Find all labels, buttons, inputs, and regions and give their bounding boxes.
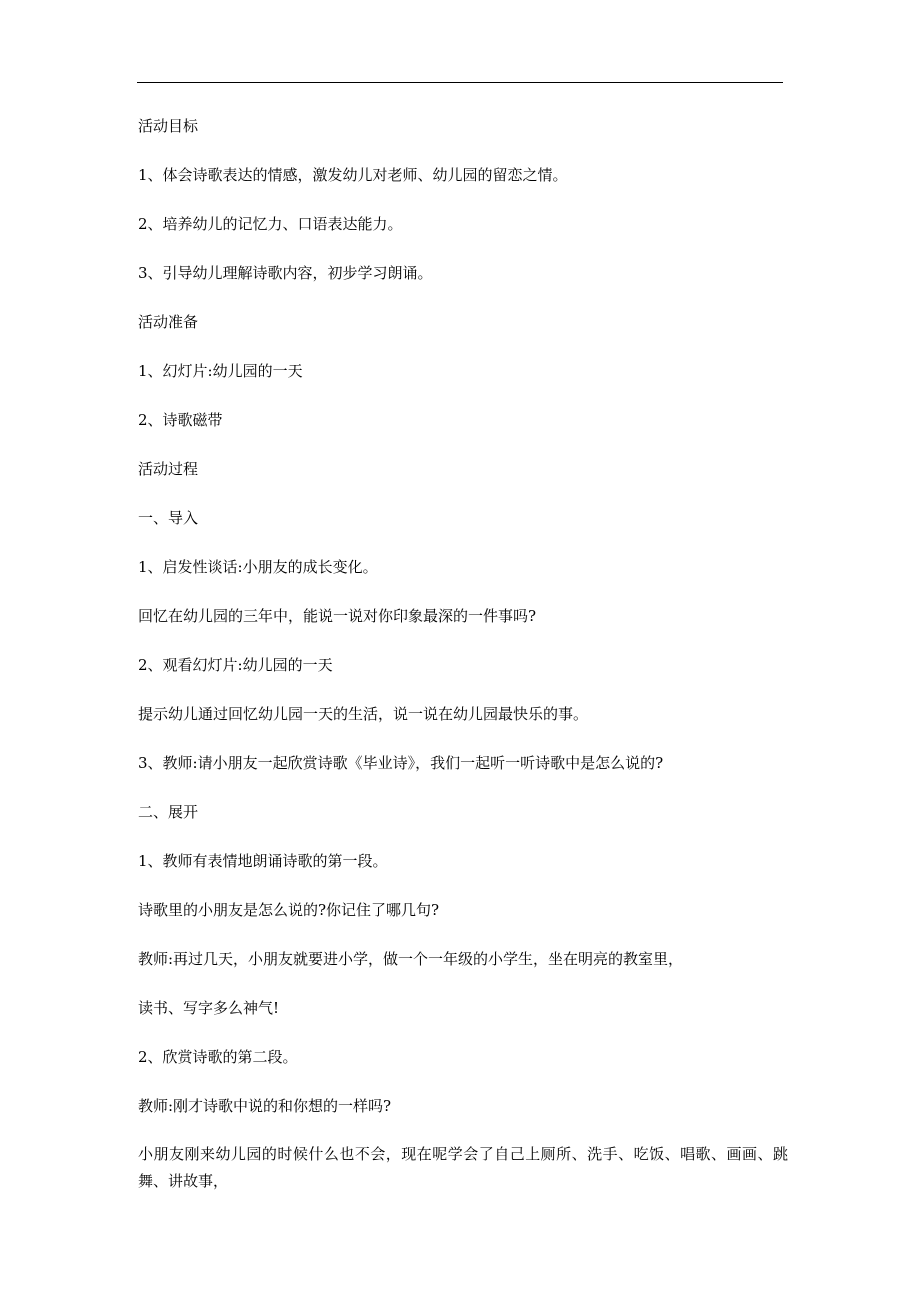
document-body	[138, 116, 788, 1195]
section-heading: 活动过程	[138, 460, 199, 478]
text-line: 1、启发性谈话:小朋友的成长变化。	[138, 558, 378, 576]
header-rule	[137, 82, 783, 83]
text-line: 教师:再过几天，小朋友就要进小学，做一个一年级的小学生，坐在明亮的教室里，	[138, 950, 684, 968]
section-heading: 活动准备	[138, 313, 199, 331]
text-line: 1、体会诗歌表达的情感，激发幼儿对老师、幼儿园的留恋之情。	[138, 166, 568, 184]
text-line: 教师:刚才诗歌中说的和你想的一样吗?	[138, 1097, 392, 1115]
text-paragraph: 小朋友刚来幼儿园的时候什么也不会，现在呢学会了自己上厕所、洗手、吃饭、唱歌、画画、跳舞、讲故事，	[138, 1145, 788, 1190]
text-line: 3、教师:请小朋友一起欣赏诗歌《毕业诗》，我们一起听一听诗歌中是怎么说的?	[138, 754, 664, 772]
text-line: 2、欣赏诗歌的第二段。	[138, 1048, 298, 1066]
section-heading: 活动目标	[138, 117, 199, 135]
text-line: 回忆在幼儿园的三年中，能说一说对你印象最深的一件事吗?	[138, 607, 537, 625]
text-line: 提示幼儿通过回忆幼儿园一天的生活，说一说在幼儿园最快乐的事。	[138, 705, 589, 723]
text-line: 1、教师有表情地朗诵诗歌的第一段。	[138, 852, 388, 870]
text-line: 2、诗歌磁带	[138, 411, 223, 429]
text-line: 1、幻灯片:幼儿园的一天	[138, 362, 303, 380]
text-line: 读书、写字多么神气!	[138, 999, 280, 1017]
text-line: 3、引导幼儿理解诗歌内容，初步学习朗诵。	[138, 264, 433, 282]
text-line: 诗歌里的小朋友是怎么说的?你记住了哪几句?	[138, 901, 440, 919]
subsection-heading: 一、导入	[138, 509, 199, 527]
text-line: 2、培养幼儿的记忆力、口语表达能力。	[138, 215, 403, 233]
subsection-heading: 二、展开	[138, 803, 199, 821]
text-line: 2、观看幻灯片:幼儿园的一天	[138, 656, 333, 674]
